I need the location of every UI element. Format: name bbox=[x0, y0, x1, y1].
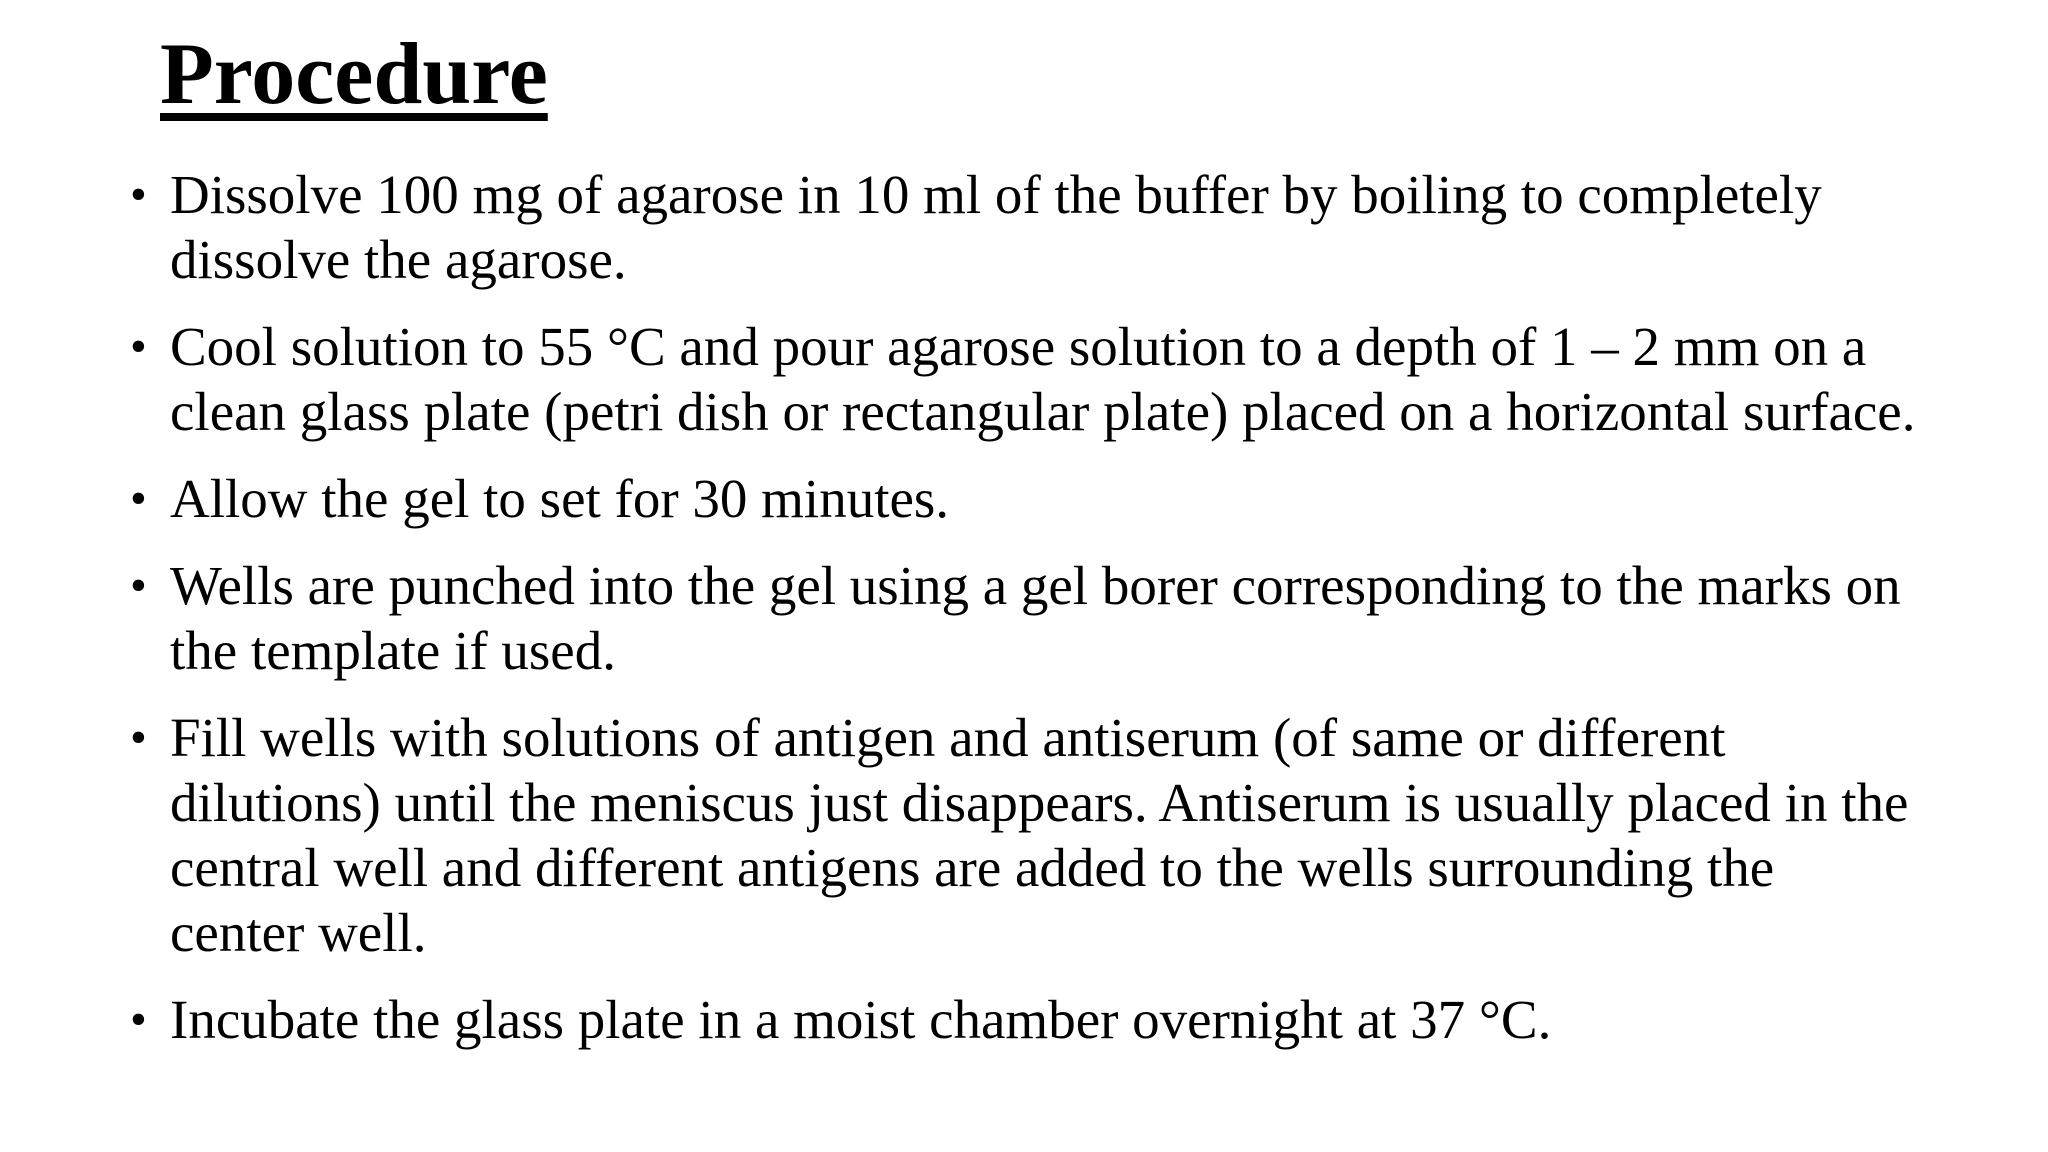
bullet-icon: • bbox=[130, 993, 147, 1046]
bullet-icon: • bbox=[130, 320, 147, 373]
bullet-item bbox=[130, 314, 1920, 444]
bullet-text: Wells are punched into the gel using a gel borer corresponding to the marks on the template if used. bbox=[170, 555, 1901, 681]
bullet-item bbox=[130, 987, 1920, 1052]
slide-title: Procedure bbox=[160, 26, 548, 123]
bullet-icon: • bbox=[130, 472, 147, 525]
bullet-item bbox=[130, 466, 1920, 531]
bullet-list bbox=[130, 162, 1920, 1074]
bullet-item bbox=[130, 705, 1920, 965]
bullet-item bbox=[130, 162, 1920, 292]
bullet-icon: • bbox=[130, 559, 147, 612]
bullet-item bbox=[130, 553, 1920, 683]
bullet-text: Incubate the glass plate in a moist chamber overnight at 37 °C. bbox=[170, 989, 1552, 1050]
bullet-icon: • bbox=[130, 711, 147, 764]
bullet-text: Dissolve 100 mg of agarose in 10 ml of the buffer by boiling to completely dissolve the agarose. bbox=[170, 164, 1822, 290]
bullet-text: Cool solution to 55 °C and pour agarose solution to a depth of 1 – 2 mm on a clean glass plate (petri dish or rectangular plate) placed on a horizontal surface. bbox=[170, 316, 1916, 442]
bullet-icon: • bbox=[130, 168, 147, 221]
bullet-text: Fill wells with solutions of antigen and antiserum (of same or different dilutions) until the meniscus just disappears. Antiserum is usually placed in the central well and different antigens are added to the wells surrounding the center well. bbox=[170, 707, 1909, 963]
bullet-text: Allow the gel to set for 30 minutes. bbox=[170, 468, 950, 529]
